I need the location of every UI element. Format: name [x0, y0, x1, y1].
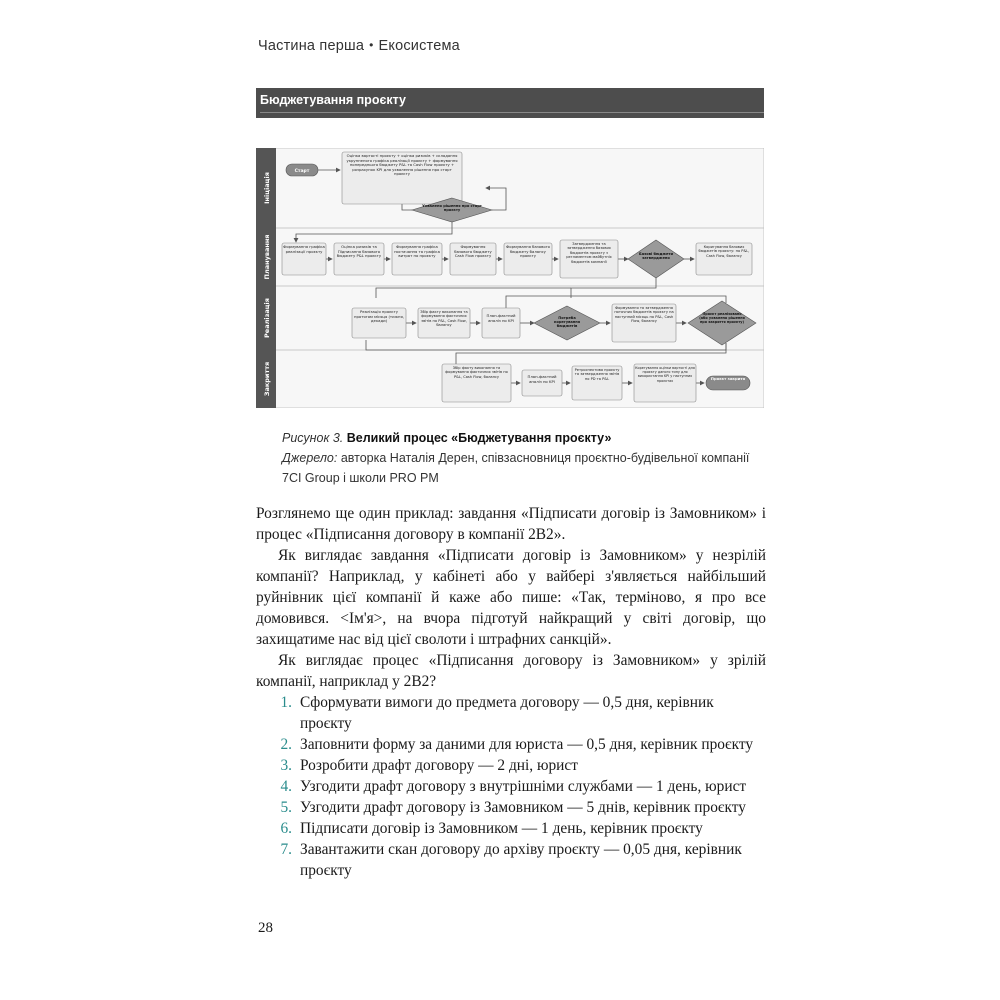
caption-figure-name: Великий процес «Бюджетування проєкту»: [346, 431, 612, 445]
list-item-number: 5.: [280, 799, 292, 816]
paragraph: Розглянемо ще один приклад: завдання «Підписати договір із Замовником» і процес «Підписання договору в компанії 2B2».: [256, 505, 766, 543]
list-item-text: Розробити драфт договору — 2 дні, юрист: [300, 757, 578, 774]
list-item: [256, 692, 766, 734]
caption-title-line: [282, 428, 762, 448]
running-head-part: Частина перша: [258, 38, 365, 54]
execution-decision-text: Потреба корегування бюджетів: [553, 316, 581, 329]
running-head: [258, 38, 460, 54]
list-item-number: 6.: [280, 820, 292, 837]
list-item-text: Підписати договір із Замовником — 1 день, керівник проєкту: [300, 820, 703, 837]
caption-source-label: Джерело:: [282, 451, 338, 465]
list-item-number: 1.: [280, 694, 292, 711]
list-item: [256, 776, 766, 797]
list-item-text: Завантажити скан договору до архіву проєкту — 0,05 дня, керівник проєкту: [300, 841, 742, 879]
caption-source-text: авторка Наталія Дерен, співзасновниця проєктно-будівельної компанії 7CI Group і школи PRO PM: [282, 451, 750, 485]
lane-label-initiation: Ініціація: [263, 172, 271, 204]
closing-task-text: Корегування оцінки вартості для проєкту даного типу для використання KPI у наступних проєктах: [635, 366, 695, 383]
list-item-text: Заповнити форму за даними для юриста — 0,5 дня, керівник проєкту: [300, 736, 754, 753]
figure-title-bar: [256, 88, 764, 118]
closing-task-text: Збір факту виконання та формування фактичних звітів по P&L, Cash Flow, балансу: [445, 366, 508, 379]
planning-decision-text: Базові бюджети затверджено: [639, 252, 673, 261]
lane-label-closing: Закриття: [263, 361, 271, 397]
caption-source-line: [282, 448, 762, 488]
closing-task-text: Ретроспектива проєкту та затвердження звітів по PD та P&L: [574, 368, 620, 381]
planning-task-text: Формування графіка реалізації проєкту: [283, 245, 325, 254]
planning-task-text: Затвердження та затвердження базових бюджетів проєкту з регламентом майбутніх бюджетів компанії: [566, 242, 612, 264]
list-item-number: 7.: [280, 841, 292, 858]
list-item-number: 4.: [280, 778, 292, 795]
lane-label-execution: Реалізація: [263, 298, 271, 338]
end-label: Проєкт закрито: [710, 377, 746, 381]
list-item-number: 3.: [280, 757, 292, 774]
planning-correction-text: Коригування базових бюджетів проєкту: по P&L, Cash Flow, балансу: [698, 245, 750, 258]
running-head-separator: •: [369, 38, 374, 52]
process-steps-list: [256, 692, 766, 881]
closing-task-text: План-фактний аналіз по KPI: [527, 375, 557, 384]
start-label: Старт: [294, 169, 310, 174]
caption-figure-label: Рисунок 3.: [282, 431, 344, 445]
process-diagram: [256, 148, 764, 408]
planning-task-text: Формування базового бюджету балансу проєкту: [505, 245, 551, 259]
list-item: [256, 839, 766, 881]
initiation-decision-text: Ухвалено рішення про старт проєкту: [422, 204, 482, 213]
execution-forecast-text: Формування та затвердження поточних бюджетів проєкту на наступний місяць по P&L, Cash Flow, балансу: [614, 306, 674, 324]
execution-decision2-text: Проєкт реалізовано (або ухвалено рішення про закриття проєкту): [699, 312, 745, 324]
page-number: 28: [258, 920, 273, 936]
list-item: [256, 797, 766, 818]
list-item: [256, 734, 766, 755]
list-item: [256, 818, 766, 839]
planning-task-text: Оцінка ризиків та Підписання базового бюджету P&L проєкту: [336, 245, 382, 259]
figure-title: Бюджетування проєкту: [260, 88, 764, 113]
list-item-number: 2.: [280, 736, 292, 753]
planning-task-text: Формування графіка постачання та графіка витрат по проєкту: [394, 245, 440, 259]
list-item-text: Узгодити драфт договору із Замовником — 5 днів, керівник проєкту: [300, 799, 747, 816]
paragraph: Як виглядає процес «Підписання договору із Замовником» у зрілій компанії, наприклад у 2B2?: [256, 652, 766, 690]
body-text: [256, 503, 766, 881]
execution-task-text: Збір факту виконання та формування фактичних звітів по P&L, Cash Flow, балансу: [420, 310, 468, 328]
execution-task-text: План-фактний аналіз по KPI: [486, 314, 516, 323]
list-item-text: Узгодити драфт договору з внутрішніми службами — 1 день, юрист: [300, 778, 747, 795]
initiation-task-text: Оцінка вартості проєкту + оцінка ризиків + складання укрупненого графіка реалізації проєкту + формування попереднього бюджету P&L та Cash Flow проєкту + розрахунок KPI для ухвалення рішення про старт проєкту: [346, 154, 458, 177]
execution-task-text: Реалізація проєкту протягом місяця (тижня, декади): [353, 310, 405, 324]
figure-caption: [282, 428, 762, 488]
paragraph: Як виглядає завдання «Підписати договір із Замовником» у незрілій компанії? Наприклад, у кабінеті або у вайбері з'являється найбільший руйнівник цієї компанії й каже або пише: «Так, терміново, я про все домовився. <Ім'я>, на вчора підготуй найкращий у світі договір, що захищатиме нас від цієї сволоти і штрафних санкцій».: [256, 547, 766, 648]
running-head-chapter: Екосистема: [378, 38, 460, 54]
list-item: [256, 755, 766, 776]
planning-task-text: Формування базового бюджету Cash Flow проєкту: [454, 245, 492, 259]
lane-label-planning: Планування: [263, 234, 271, 280]
list-item-text: Сформувати вимоги до предмета договору — 0,5 дня, керівник проєкту: [300, 694, 714, 732]
